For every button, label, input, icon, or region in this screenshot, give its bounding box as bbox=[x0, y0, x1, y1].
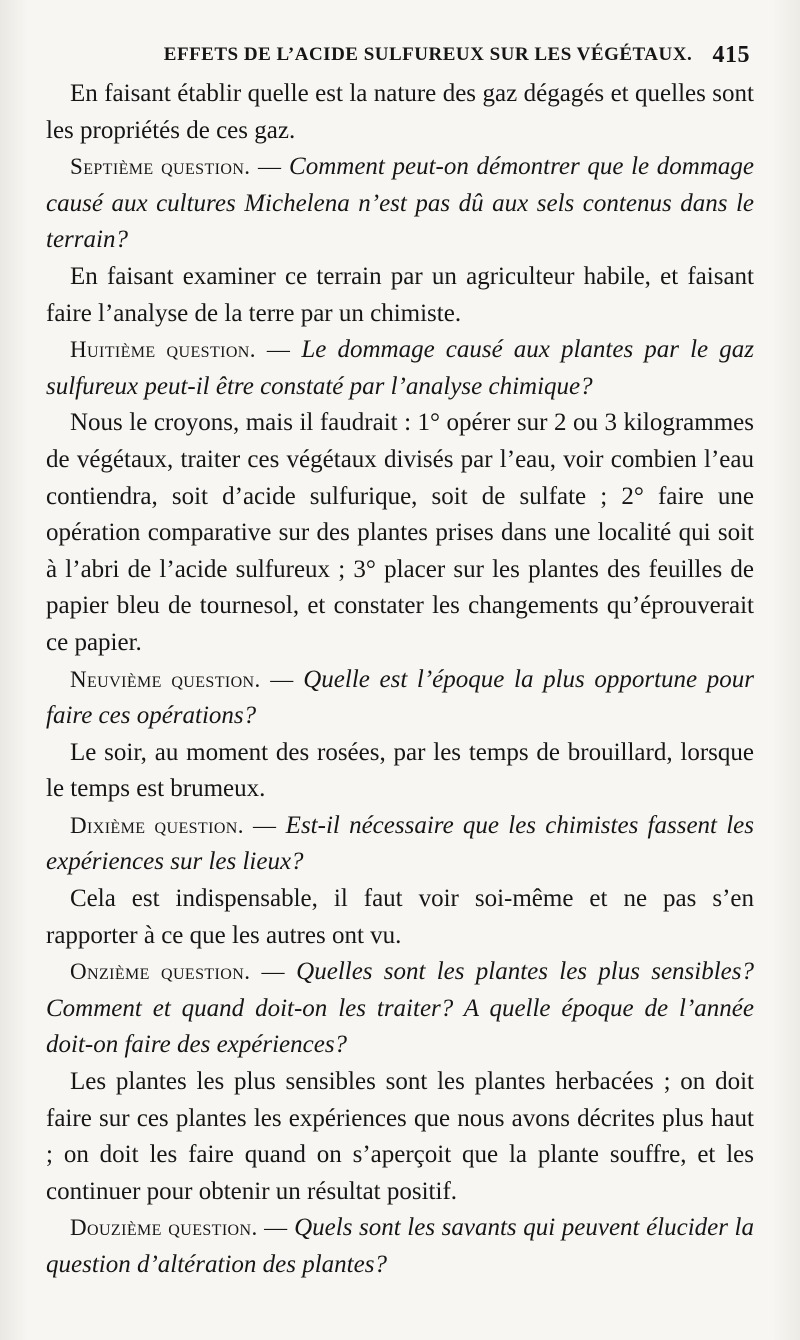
answer-paragraph bbox=[46, 735, 754, 808]
question-paragraph bbox=[46, 808, 754, 881]
question-label: Neuvième question. — bbox=[70, 666, 294, 692]
question-label: Septième question. — bbox=[70, 154, 282, 180]
question-paragraph bbox=[46, 149, 754, 259]
answer-paragraph bbox=[46, 1064, 754, 1210]
question-paragraph bbox=[46, 954, 754, 1064]
question-paragraph bbox=[46, 662, 754, 735]
question-text: Quelle est l’époque la plus opportune pour faire ces opérations? bbox=[46, 665, 754, 730]
question-label: Onzième question. — bbox=[70, 959, 285, 985]
question-paragraph bbox=[46, 332, 754, 405]
answer-text: Cela est indispensable, il faut voir soi-même et ne pas s’en rapporter à ce que les autres ont vu. bbox=[46, 885, 754, 949]
answer-paragraph bbox=[46, 259, 754, 332]
question-label: Douzième question. — bbox=[70, 1215, 288, 1241]
question-paragraph bbox=[46, 1210, 754, 1283]
running-header bbox=[46, 34, 754, 76]
answer-text: En faisant examiner ce terrain par un agriculteur habile, et faisant faire l’analyse de la terre par un chimiste. bbox=[46, 262, 754, 327]
answer-text: En faisant établir quelle est la nature des gaz dégagés et quelles sont les propriétés de ces gaz. bbox=[46, 80, 754, 144]
question-text: Quelles sont les plantes les plus sensibles? Comment et quand doit-on les traiter? A quelle époque de l’année doit-on faire des expériences? bbox=[46, 958, 754, 1059]
answer-text: Nous le croyons, mais il faudrait : 1° opérer sur 2 ou 3 kilogrammes de végétaux, traiter ces végétaux divisés par l’eau, voir combien l’eau contiendra, soit d’acide sulfurique, soit de sulfate ; 2° faire une opération comparative sur des plantes prises dans une localité qui soit à l’abri de l’acide sulfureux ; 3° placer sur les plantes des feuilles de papier bleu de tournesol, et constater les changements qu’éprouverait ce papier. bbox=[46, 409, 754, 656]
body-text bbox=[46, 76, 754, 1284]
question-text: Le dommage causé aux plantes par le gaz sulfureux peut-il être constaté par l’analyse chimique? bbox=[46, 336, 754, 400]
answer-text: Les plantes les plus sensibles sont les plantes herbacées ; on doit faire sur ces plantes les expériences que nous avons décrites plus haut ; on doit les faire quand on s’aperçoit que la plante souffre, et les continuer pour obtenir un résultat positif. bbox=[46, 1068, 754, 1205]
question-text: Comment peut-on démontrer que le dommage causé aux cultures Michelena n’est pas dû aux sels contenus dans le terrain? bbox=[46, 153, 755, 254]
question-label: Huitième question. — bbox=[70, 337, 291, 363]
answer-paragraph bbox=[46, 76, 754, 149]
answer-text: Le soir, au moment des rosées, par les temps de brouillard, lorsque le temps est brumeux. bbox=[46, 738, 754, 803]
header-title: EFFETS DE L’ACIDE SULFUREUX SUR LES VÉGÉTAUX. bbox=[163, 44, 693, 65]
question-text: Est-il nécessaire que les chimistes fassent les expériences sur les lieux? bbox=[46, 811, 754, 876]
page-number: 415 bbox=[712, 42, 750, 68]
question-label: Dixième question. — bbox=[70, 812, 277, 838]
answer-paragraph bbox=[46, 881, 754, 954]
question-text: Quels sont les savants qui peuvent élucider la question d’altération des plantes? bbox=[46, 1214, 755, 1278]
answer-paragraph bbox=[46, 405, 754, 661]
